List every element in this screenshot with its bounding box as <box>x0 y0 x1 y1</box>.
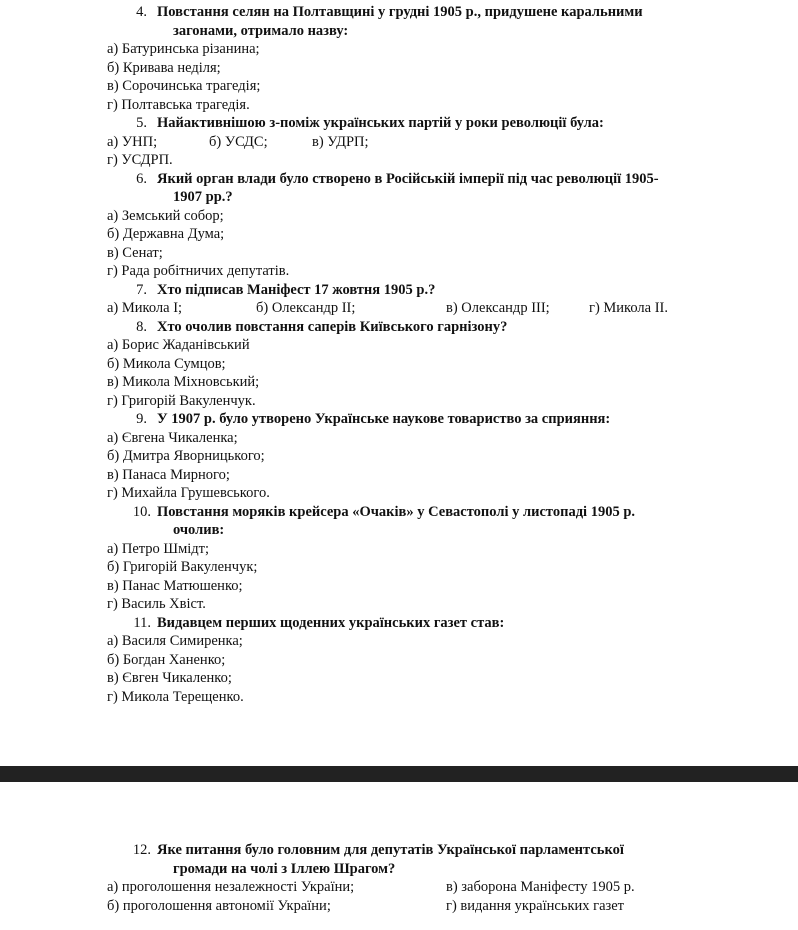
answer-option: в) заборона Маніфесту 1905 р. <box>446 879 635 895</box>
answer-option: г) Григорій Вакуленчук. <box>107 392 256 409</box>
question-12 <box>127 841 787 878</box>
answer-option: в) Панас Матюшенко; <box>107 577 243 594</box>
answer-option: в) Олександр III; <box>446 300 550 316</box>
answer-option: г) Василь Хвіст. <box>107 596 206 612</box>
answer-option: б) Державна Дума; <box>107 226 225 242</box>
question-10 <box>127 503 787 540</box>
answer-option: б) Кривава неділя; <box>107 59 221 76</box>
question-text: Яке питання було головним для депутатів Української парламентської <box>157 842 624 858</box>
answer-option: г) Полтавська трагедія. <box>107 96 250 113</box>
question-text-cont: громади на чолі з Іллею Шрагом? <box>173 860 396 877</box>
answer-option: а) УНП; <box>107 133 158 150</box>
question-7 <box>127 281 787 300</box>
question-text: Видавцем перших щоденних українських газет став: <box>157 614 505 631</box>
question-number: 10. <box>132 503 151 520</box>
answer-option: а) Микола I; <box>107 300 183 316</box>
document-page-2 <box>0 782 798 930</box>
answer-option: а) Батуринська різанина; <box>107 41 260 57</box>
answer-option: г) Микола Терещенко. <box>107 688 244 705</box>
question-number: 6. <box>136 170 147 187</box>
question-11 <box>127 614 787 633</box>
answer-option: в) Сенат; <box>107 244 163 261</box>
page-break-divider <box>0 766 798 782</box>
answer-option: г) Микола II. <box>589 300 668 316</box>
answer-option: г) УСДРП. <box>107 152 173 168</box>
answer-option: б) УСДС; <box>209 133 268 150</box>
question-number: 12. <box>132 842 151 858</box>
answer-option: г) видання українських газет <box>446 897 625 914</box>
answer-option: в) УДРП; <box>312 133 369 150</box>
answer-option: г) Рада робітничих депутатів. <box>107 263 290 279</box>
question-4 <box>127 3 787 40</box>
answer-option: б) Григорій Вакуленчук; <box>107 559 258 575</box>
answer-option: б) Богдан Ханенко; <box>107 651 226 668</box>
question-text: Хто підписав Маніфест 17 жовтня 1905 р.? <box>157 281 436 298</box>
answer-option: а) Василя Симиренка; <box>107 633 243 649</box>
question-text: Хто очолив повстання саперів Київського гарнізону? <box>157 318 508 335</box>
answer-option: а) Земський собор; <box>107 207 224 224</box>
question-number: 4. <box>136 4 147 20</box>
answer-option: а) Борис Жаданівський <box>107 337 250 353</box>
question-text-cont: 1907 рр.? <box>173 189 233 205</box>
question-number: 11. <box>133 614 151 631</box>
question-text-cont: загонами, отримало назву: <box>173 22 349 39</box>
question-9 <box>127 410 787 429</box>
question-text-cont: очолив: <box>173 522 225 538</box>
question-text: Повстання моряків крейсера «Очаків» у Севастополі у листопаді 1905 р. <box>157 503 636 520</box>
answer-option: в) Панаса Мирного; <box>107 466 230 483</box>
answer-option: в) Микола Міхновський; <box>107 374 260 390</box>
answer-option: б) проголошення автономії України; <box>107 897 331 914</box>
answer-option: г) Михайла Грушевського. <box>107 485 270 501</box>
answer-option: б) Олександр II; <box>256 300 356 316</box>
answer-option: б) Микола Сумцов; <box>107 355 226 372</box>
question-8 <box>127 318 787 337</box>
question-number: 9. <box>136 411 147 427</box>
question-text: Який орган влади було створено в Російській імперії під час революції 1905- <box>157 170 659 187</box>
question-text: У 1907 р. було утворено Українське наукове товариство за сприяння: <box>157 411 611 427</box>
question-text: Повстання селян на Полтавщині у грудні 1905 р., придушене каральними <box>157 4 643 20</box>
question-text: Найактивнішою з-поміж українських партій у роки революції була: <box>157 115 604 131</box>
answer-option: б) Дмитра Яворницького; <box>107 448 265 464</box>
question-5 <box>127 114 787 133</box>
question-number: 8. <box>136 318 147 335</box>
answer-option: а) проголошення незалежності України; <box>107 879 355 895</box>
question-number: 5. <box>136 115 147 131</box>
question-6 <box>127 170 787 207</box>
answer-option: в) Євген Чикаленко; <box>107 670 232 686</box>
answer-option: а) Петро Шмідт; <box>107 540 210 557</box>
answer-option: а) Євгена Чикаленка; <box>107 429 238 446</box>
question-number: 7. <box>136 281 147 298</box>
answer-option: в) Сорочинська трагедія; <box>107 78 261 94</box>
